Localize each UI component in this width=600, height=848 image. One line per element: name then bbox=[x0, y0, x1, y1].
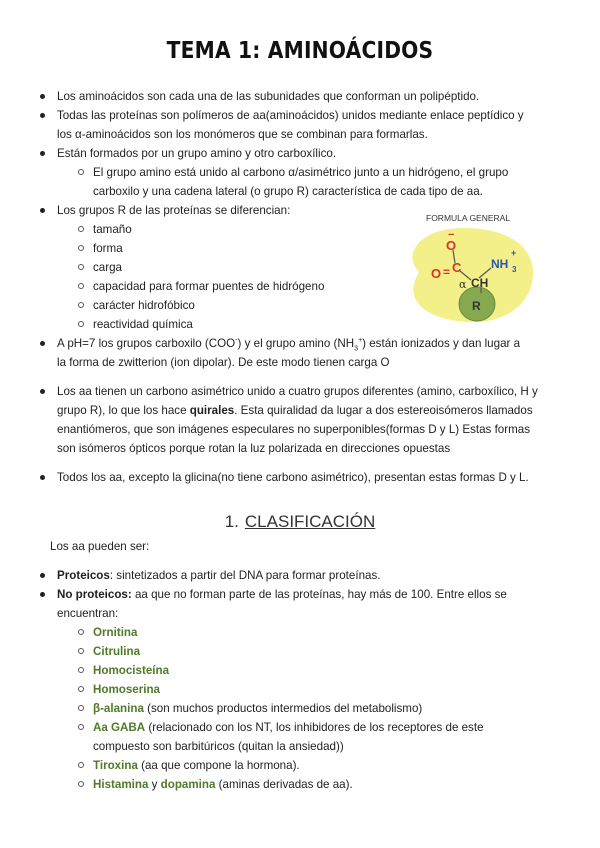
tiroxina-bold: Tiroxina bbox=[93, 759, 138, 772]
histamina-bold: Histamina bbox=[93, 778, 149, 791]
aa-histamina-dopamina bbox=[93, 775, 353, 794]
chirality-text-a: grupo R), lo que los hace bbox=[57, 404, 190, 417]
section-heading-clasificacion bbox=[0, 512, 600, 532]
alpha-symbol: α bbox=[459, 278, 467, 291]
chirality-text-b: . Esta quiralidad da lugar a dos estereoisómeros llamados bbox=[234, 404, 533, 417]
aa-homoserina: Homoserina bbox=[93, 680, 160, 699]
amino-sub-3: 3 bbox=[512, 265, 517, 274]
histamina-text: (aminas derivadas de aa). bbox=[215, 778, 353, 791]
beta-alanina-bold: β-alanina bbox=[93, 702, 144, 715]
section-number: 1. bbox=[224, 512, 239, 531]
subbullet-amino-group: El grupo amino está unido al carbono α/asimétrico junto a un hidrógeno, el grupo bbox=[93, 163, 508, 182]
formula-label: FORMULA GENERAL bbox=[426, 213, 511, 223]
bullet-r-groups: Los grupos R de las proteínas se diferencian: bbox=[57, 201, 290, 220]
proteicos-bold: Proteicos bbox=[57, 569, 110, 582]
gaba-text: (relacionado con los NT, los inhibidores de los receptores de este bbox=[145, 721, 484, 734]
bullet-asymmetric-carbon-cont bbox=[57, 401, 533, 420]
formula-svg bbox=[393, 206, 538, 331]
r-diff-item: reactividad química bbox=[93, 315, 193, 334]
no-proteicos-text: aa que no forman parte de las proteínas, hay más de 100. Entre ellos se bbox=[131, 588, 507, 601]
r-diff-item: capacidad para formar puentes de hidrógeno bbox=[93, 277, 324, 296]
bullet-glycine: Todos los aa, excepto la glicina(no tiene carbono asimétrico), presentan estas formas D y L. bbox=[57, 468, 529, 487]
bullet-proteins-polymers: Todas las proteínas son polímeros de aa(aminoácidos) unidos mediante enlace peptídico y bbox=[57, 106, 524, 125]
r-diff-item: tamaño bbox=[93, 220, 132, 239]
ph7-text-c: ) están ionizados y dan lugar a bbox=[362, 337, 521, 350]
r-diff-item: carga bbox=[93, 258, 122, 277]
carbon-c: C bbox=[452, 260, 462, 275]
r-diff-item: forma bbox=[93, 239, 123, 258]
no-proteicos-bold: No proteicos: bbox=[57, 588, 132, 601]
amino-nh: NH bbox=[491, 257, 509, 271]
general-formula-figure bbox=[393, 206, 538, 331]
aa-homocisteina: Homocisteína bbox=[93, 661, 169, 680]
bullet-aminoacids-definition: Los aminoácidos son cada una de las subunidades que conforman un polipéptido. bbox=[57, 87, 479, 106]
bullet-optical-isomers: son isómeros ópticos porque rotan la luz polarizada en direcciones opuestas bbox=[57, 442, 451, 455]
bullet-proteins-polymers-cont: los α-aminoácidos son los monómeros que se combinan para formarlas. bbox=[57, 128, 428, 141]
dopamina-bold: dopamina bbox=[160, 778, 216, 791]
section-title: CLASIFICACIÓN bbox=[244, 512, 376, 531]
bullet-proteicos bbox=[57, 566, 381, 585]
tiroxina-text: (aa que compone la hormona). bbox=[137, 759, 300, 772]
oxygen-left: O bbox=[431, 266, 442, 281]
aa-beta-alanina bbox=[93, 699, 422, 718]
bullet-no-proteicos bbox=[57, 585, 507, 604]
amino-plus: + bbox=[511, 248, 517, 258]
page-title: TEMA 1: AMINOÁCIDOS bbox=[166, 38, 434, 64]
proteicos-text: : sintetizados a partir del DNA para formar proteínas. bbox=[109, 569, 381, 582]
bullet-no-proteicos-cont: encuentran: bbox=[57, 607, 119, 620]
alpha-carbon-ch: CH bbox=[471, 276, 489, 290]
bullet-ph7 bbox=[57, 334, 520, 353]
oxygen-minus: − bbox=[448, 229, 455, 241]
bullet-asymmetric-carbon: Los aa tienen un carbono asimétrico unido a cuatro grupos diferentes (amino, carboxílico, H y bbox=[57, 382, 538, 401]
ph7-sup-plus: + bbox=[358, 337, 363, 345]
bullet-ph7-cont: la forma de zwitterion (ion dipolar). De este modo tienen carga O bbox=[57, 356, 390, 369]
aa-ornitina: Ornitina bbox=[93, 623, 137, 642]
oxygen-top: O bbox=[446, 238, 457, 253]
bullet-formed-by-groups: Están formados por un grupo amino y otro carboxílico. bbox=[57, 144, 336, 163]
ph7-text-b: ) y el grupo amino (NH bbox=[237, 337, 355, 350]
histamina-y: y bbox=[148, 778, 161, 791]
double-bond: = bbox=[443, 265, 451, 279]
r-diff-item: carácter hidrofóbico bbox=[93, 296, 195, 315]
chirality-bold: quirales bbox=[189, 404, 235, 417]
beta-alanina-text: (son muchos productos intermedios del metabolismo) bbox=[143, 702, 423, 715]
section-lead: Los aa pueden ser: bbox=[50, 540, 150, 553]
gaba-bold: Aa GABA bbox=[93, 721, 146, 734]
aa-citrulina: Citrulina bbox=[93, 642, 140, 661]
aa-gaba-cont: compuesto son barbitúricos (quitan la ansiedad)) bbox=[93, 740, 344, 753]
aa-gaba bbox=[93, 718, 484, 737]
bullet-enantiomers: enantiómeros, que son imágenes especulares no superponibles(formas D y L) Estas formas bbox=[57, 423, 531, 436]
subbullet-amino-group-cont: carboxilo y una cadena lateral (o grupo R) característica de cada tipo de aa. bbox=[93, 185, 483, 198]
ph7-sup-minus: - bbox=[235, 337, 238, 345]
aa-tiroxina bbox=[93, 756, 300, 775]
ph7-sub-3: 3 bbox=[354, 345, 359, 353]
r-label: R bbox=[472, 299, 481, 313]
ph7-text-a: A pH=7 los grupos carboxilo (COO bbox=[57, 337, 236, 350]
